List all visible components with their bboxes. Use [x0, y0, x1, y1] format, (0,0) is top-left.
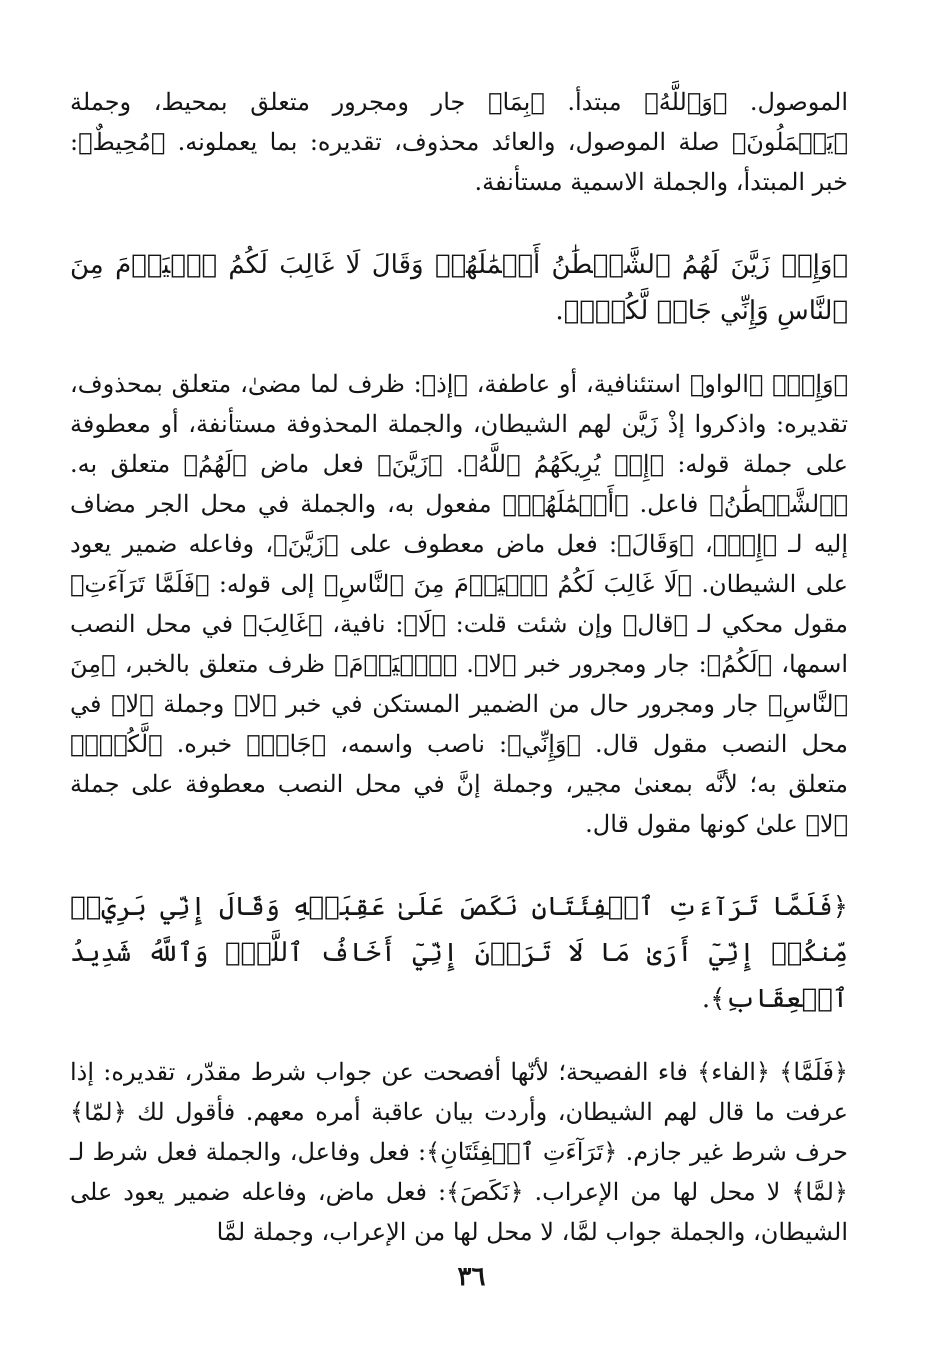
page-body [70, 82, 848, 1252]
commentary-paragraph-1: الموصول. ﴿وَٱللَّهُ﴾ مبتدأ. ﴿بِمَا﴾ جار ومجرور متعلق بمحيط، وجملة ﴿يَعۡمَلُونَ﴾ صلة الموصول، والعائد محذوف، تقديره: بما يعملونه. ﴿مُحِيطٌ﴾: خبر المبتدأ، والجملة الاسمية مستأنفة. [70, 88, 848, 196]
commentary-paragraph-2: ﴿وَإِذۡ﴾ ﴿الواو﴾ استئنافية، أو عاطفة، ﴿إذ﴾: ظرف لما مضىٰ، متعلق بمحذوف، تقديره: واذكروا إذْ زَيَّن لهم الشيطان، والجملة المحذوفة مستأنفة، أو معطوفة على جملة قوله: ﴿إِذۡ يُرِيكَهُمُ ٱللَّهُ﴾. ﴿زَيَّنَ﴾ فعل ماض ﴿لَهُمُ﴾ متعلق به. ﴿ٱلشَّيۡطَٰنُ﴾ فاعل. ﴿أَعۡمَٰلَهُمۡ﴾ مفعول به، والجملة في محل الجر مضاف إليه لـ ﴿إِذۡ﴾، ﴿وَقَالَ﴾: فعل ماض معطوف على ﴿زَيَّنَ﴾، وفاعله ضمير يعود على الشيطان. ﴿لَا غَالِبَ لَكُمُ ٱلۡيَوۡمَ مِنَ ٱلنَّاسِ﴾ إلى قوله: ﴿فَلَمَّا تَرَآءَتِ﴾ مقول محكي لـ ﴿قال﴾ وإن شئت قلت: ﴿لَا﴾: نافية، ﴿غَالِبَ﴾ في محل النصب اسمها، ﴿لَكُمُ﴾: جار ومجرور خبر ﴿لا﴾. ﴿ٱلۡيَوۡمَ﴾ ظرف متعلق بالخبر، ﴿مِنَ ٱلنَّاسِ﴾ جار ومجرور حال من الضمير المستكن في خبر ﴿لا﴾ وجملة ﴿لا﴾ في محل النصب مقول قال. ﴿وَإِنِّي﴾: ناصب واسمه، ﴿جَارٞ﴾ خبره. ﴿لَّكُمۡۖ﴾ متعلق به؛ لأنَّه بمعنىٰ مجير، وجملة إنَّ في محل النصب معطوفة على جملة ﴿لا﴾ علىٰ كونها مقول قال. [70, 370, 848, 838]
quran-verse-1: ﴿وَإِذۡ زَيَّنَ لَهُمُ ٱلشَّيۡطَٰنُ أَعۡمَٰلَهُمۡ وَقَالَ لَا غَالِبَ لَكُمُ ٱلۡيَوۡمَ مِنَ ٱلنَّاسِ وَإِنِّي جَارٞ لَّكُمۡۖ﴾. [70, 250, 848, 326]
commentary-paragraph-3: ﴿فَلَمَّا﴾ ﴿الفاء﴾ فاء الفصيحة؛ لأنّها أفصحت عن جواب شرط مقدّر، تقديره: إذا عرفت ما قال لهم الشيطان، وأردت بيان عاقبة أمره معهم. فأقول لك ﴿لمّا﴾ حرف شرط غير جازم. ﴿تَرَآءَتِ ٱلۡفِئَتَانِ﴾: فعل وفاعل، والجملة فعل شرط لـ ﴿لمَّا﴾ لا محل لها من الإعراب. ﴿نَكَصَ﴾: فعل ماض، وفاعله ضمير يعود على الشيطان، والجملة جواب لمَّا، لا محل لها من الإعراب، وجملة لمَّا [70, 1058, 848, 1246]
quran-verse-2: ﴿فَلَمَّا تَرَآءَتِ ٱلۡفِئَتَانِ نَكَصَ عَلَىٰ عَقِبَيۡهِ وَقَالَ إِنِّي بَرِيٓءٞ مِّنكُمۡ إِنِّيٓ أَرَىٰ مَا لَا تَرَوۡنَ إِنِّيٓ أَخَافُ ٱللَّهَۚ وَٱللَّهُ شَدِيدُ ٱلۡعِقَابِ﴾. [70, 892, 848, 1014]
page-number: ٣٦ [457, 1262, 486, 1292]
